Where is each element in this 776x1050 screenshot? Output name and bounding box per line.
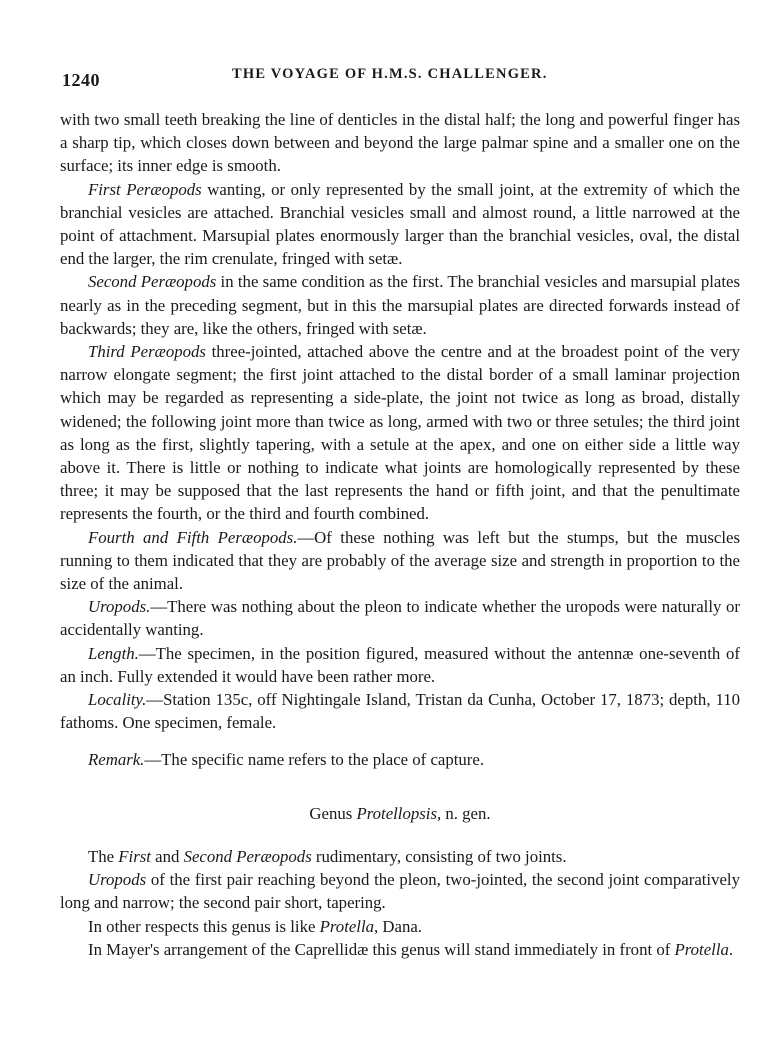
text-run: Protella	[319, 916, 375, 936]
paragraph	[60, 108, 740, 178]
paragraph-heading: Remark.	[88, 750, 145, 770]
page-number: 1240	[62, 70, 100, 90]
text-run: Protella	[674, 939, 729, 959]
paragraph	[60, 526, 740, 596]
paragraph-text: of the first pair reaching beyond the pleon, two-jointed, the second joint comparatively long and narrow; the second pair short, tapering.	[60, 870, 740, 913]
text-run: rudimentary, consisting of two joints.	[311, 846, 567, 866]
text-run: .	[728, 939, 734, 959]
paragraph-heading: First Peræopods	[88, 179, 202, 199]
paragraph-text: three-jointed, attached above the centre and at the broadest point of the very narrow elongate segment; the first joint attached to the distal border of a small laminar projection which may be regarded as representing a side-plate, the joint not twice as long as broad, distally widened; the following joint more than twice as long, armed with two or three setules; the third joint as long as the first, slightly tapering, with a setule at the apex, and one on either side a little way above it. There is little or nothing to indicate what joints are homologically represented by these three; it may be supposed that the last represents the hand or fifth joint, and that the penultimate represents the fourth, or the third and fourth combined.	[60, 342, 740, 524]
paragraph	[60, 642, 740, 688]
running-title: THE VOYAGE OF H.M.S. CHALLENGER.	[232, 66, 548, 82]
paragraph-heading: Uropods.	[88, 597, 151, 617]
paragraph	[60, 915, 740, 938]
paragraph-heading: Locality.	[88, 690, 147, 710]
paragraph	[60, 178, 740, 271]
body-text	[60, 108, 740, 961]
paragraph	[60, 270, 740, 340]
paragraph-heading: Second Peræopods	[88, 272, 217, 292]
paragraph	[60, 868, 740, 914]
paragraph	[60, 688, 740, 734]
genus-prefix: Genus	[309, 803, 357, 823]
text-run: In Mayer's arrangement of the Caprellidæ this genus will stand immediately in front of	[88, 939, 675, 959]
paragraph-heading: Length.	[88, 643, 139, 663]
text-run: In other respects this genus is like	[88, 916, 320, 936]
paragraph	[60, 845, 740, 868]
paragraph-text: —The specific name refers to the place of capture.	[144, 750, 485, 770]
paragraph-text: —Station 135c, off Nightingale Island, Tristan da Cunha, October 17, 1873; depth, 110 fathoms. One specimen, female.	[60, 690, 740, 733]
text-run: , Dana.	[374, 916, 423, 936]
genus-name: Protellopsis	[356, 803, 437, 823]
genus-heading	[60, 802, 740, 825]
page-header	[62, 66, 738, 90]
paragraph-text: —The specimen, in the position figured, measured without the antennæ one-seventh of an inch. Fully extended it would have been rather more.	[60, 643, 740, 686]
text-run: The	[88, 846, 119, 866]
paragraph	[60, 748, 740, 771]
text-run: Second Peræopods	[183, 846, 312, 866]
paragraph-heading: Third Peræopods	[88, 342, 206, 362]
paragraph-text: —Of these nothing was left but the stumps, but the muscles running to them indicated that they are probably of the average size and strength in proportion to the size of the animal.	[60, 527, 740, 594]
paragraph-text: —There was nothing about the pleon to indicate whether the uropods were naturally or accidentally wanting.	[60, 597, 740, 640]
paragraph-text: wanting, or only represented by the small joint, at the extremity of which the branchial vesicles are attached. Branchial vesicles small and almost round, a little narrowed at the point of attachment. Marsupial plates enormously larger than the branchial vesicles, oval, the distal end the larger, the rim crenulate, fringed with setæ.	[60, 179, 740, 269]
text-run: First	[118, 846, 151, 866]
genus-suffix: , n. gen.	[436, 803, 491, 823]
paragraph-heading: Uropods	[88, 870, 147, 890]
text-run: and	[150, 846, 184, 866]
paragraph	[60, 595, 740, 641]
paragraph	[60, 938, 740, 961]
paragraph-heading: Fourth and Fifth Peræopods.	[88, 527, 298, 547]
paragraph-text: in the same condition as the first. The branchial vesicles and marsupial plates nearly as in the preceding segment, but in this the marsupial plates are directed forwards instead of backwards; they are, like the others, fringed with setæ.	[60, 272, 740, 338]
paragraph	[60, 340, 740, 526]
paragraph-text: with two small teeth breaking the line of denticles in the distal half; the long and powerful finger has a sharp tip, which closes down between and beyond the large palmar spine and a smaller one on the surface; its inner edge is smooth.	[60, 110, 740, 176]
